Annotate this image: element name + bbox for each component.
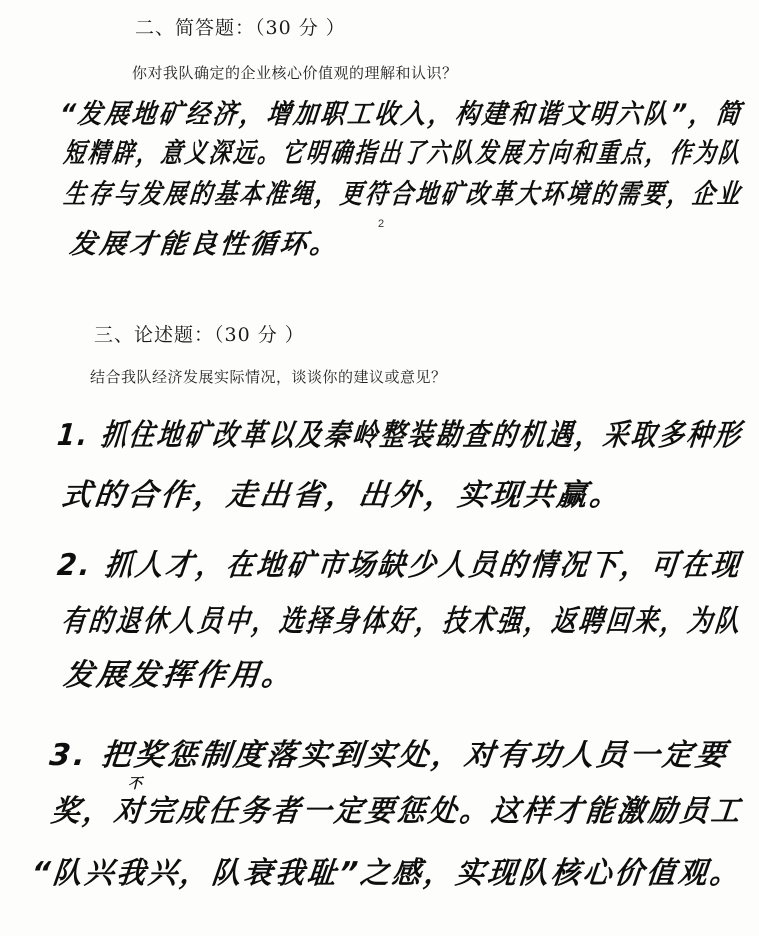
section-3-question: 结合我队经济发展实际情况，谈谈你的建议或意见？ [90, 368, 447, 386]
section-3-answer-line-5: 发展发挥作用。 [61, 658, 297, 693]
section-2-answer-line-4: 发展才能良性循环。 [68, 229, 342, 260]
section-2-answer-line-1: “发展地矿经济，增加职工收入，构建和谐文明六队”，简 [58, 99, 745, 130]
section-2-question: 你对我队确定的企业核心价值观的理解和认识？ [132, 64, 458, 82]
insertion-mark: 不 [128, 776, 142, 792]
section-3-answer-line-7: 奖，对完成任务者一定要惩处。这样才能激励员工 [49, 794, 745, 829]
section-3-answer-line-8: “队兴我兴，队衰我耻”之感，实现队核心价值观。 [29, 856, 744, 891]
section-3-answer-line-1: 1. 抓住地矿改革以及秦岭整装勘查的机遇，采取多种形 [55, 418, 745, 453]
section-3-answer-line-6: 3. 把奖惩制度落实到实处，对有功人员一定要 [47, 738, 731, 773]
section-2-answer-line-3: 生存与发展的基本准绳，更符合地矿改革大环境的需要，企业 [62, 179, 745, 210]
section-3-answer-line-4: 有的退休人员中，选择身体好，技术强，返聘回来，为队 [59, 604, 744, 639]
section-2-heading: 二、简答题：（30 分 ） [135, 17, 346, 39]
page-number: 2 [378, 218, 385, 230]
section-3-answer-line-2: 式的合作，走出省，出外，实现共赢。 [59, 478, 625, 513]
section-2-answer-line-2: 短精辟，意义深远。它明确指出了六队发展方向和重点，作为队 [62, 138, 744, 169]
section-3-answer-line-3: 2. 抓人才，在地矿市场缺少人员的情况下，可在现 [55, 548, 744, 583]
section-3-heading: 三、论述题：（30 分 ） [94, 324, 305, 346]
